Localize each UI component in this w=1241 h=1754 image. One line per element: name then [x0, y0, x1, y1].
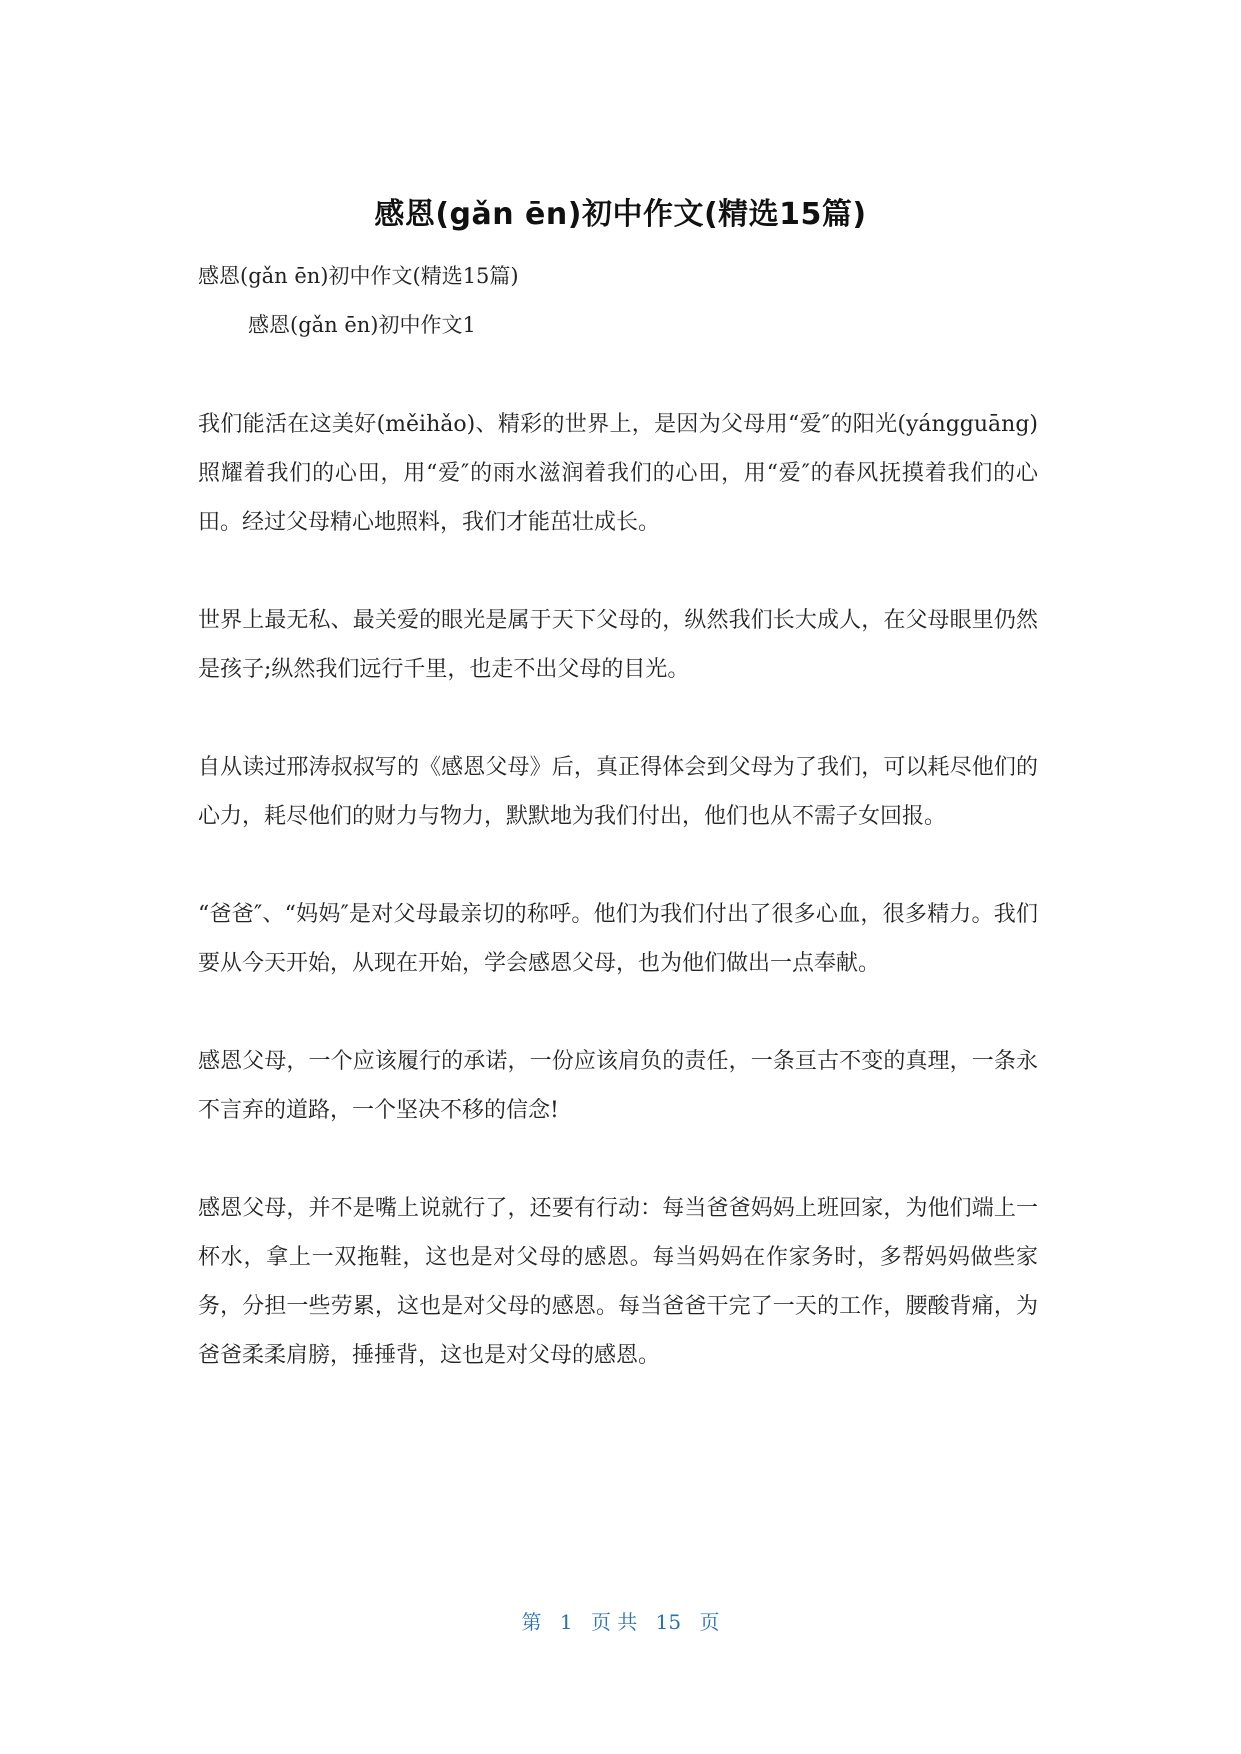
- paragraph: “爸爸″、“妈妈″是对父母最亲切的称呼。他们为我们付出了很多心血，很多精力。我们要从今天开始，从现在开始，学会感恩父母，也为他们做出一点奉献。: [198, 902, 1038, 976]
- page-footer: [0, 1608, 1241, 1636]
- footer-label-of: 页 共: [590, 1610, 638, 1634]
- document-title: 感恩(gǎn ēn)初中作文(精选15篇): [374, 197, 867, 232]
- paragraph: 感恩父母，一个应该履行的承诺，一份应该肩负的责任，一条亘古不变的真理，一条永不言弃的道路，一个坚决不移的信念!: [198, 1049, 1038, 1123]
- document-subtitle: 感恩(gǎn ēn)初中作文(精选15篇): [198, 264, 519, 288]
- section-heading: 感恩(gǎn ēn)初中作文1: [248, 313, 476, 337]
- footer-current-page: 1: [559, 1610, 573, 1634]
- paragraph: 自从读过邢涛叔叔写的《感恩父母》后，真正得体会到父母为了我们，可以耗尽他们的心力，耗尽他们的财力与物力，默默地为我们付出，他们也从不需子女回报。: [198, 755, 1038, 829]
- paragraph: 我们能活在这美好(měihǎo)、精彩的世界上，是因为父母用“爱″的阳光(yángguāng)照耀着我们的心田，用“爱″的雨水滋润着我们的心田，用“爱″的春风抚摸着我们的心田。经过父母精心地照料，我们才能茁壮成长。: [198, 412, 1038, 535]
- footer-total-pages: 15: [655, 1610, 682, 1634]
- paragraph: 感恩父母，并不是嘴上说就行了，还要有行动：每当爸爸妈妈上班回家，为他们端上一杯水，拿上一双拖鞋，这也是对父母的感恩。每当妈妈在作家务时，多帮妈妈做些家务，分担一些劳累，这也是对父母的感恩。每当爸爸干完了一天的工作，腰酸背痛，为爸爸柔柔肩膀，捶捶背，这也是对父母的感恩。: [198, 1196, 1038, 1368]
- footer-label-page: 第: [521, 1610, 542, 1634]
- footer-label-end: 页: [699, 1610, 720, 1634]
- body-text: [198, 400, 1038, 1429]
- paragraph: 世界上最无私、最关爱的眼光是属于天下父母的，纵然我们长大成人，在父母眼里仍然是孩子;纵然我们远行千里，也走不出父母的目光。: [198, 608, 1038, 682]
